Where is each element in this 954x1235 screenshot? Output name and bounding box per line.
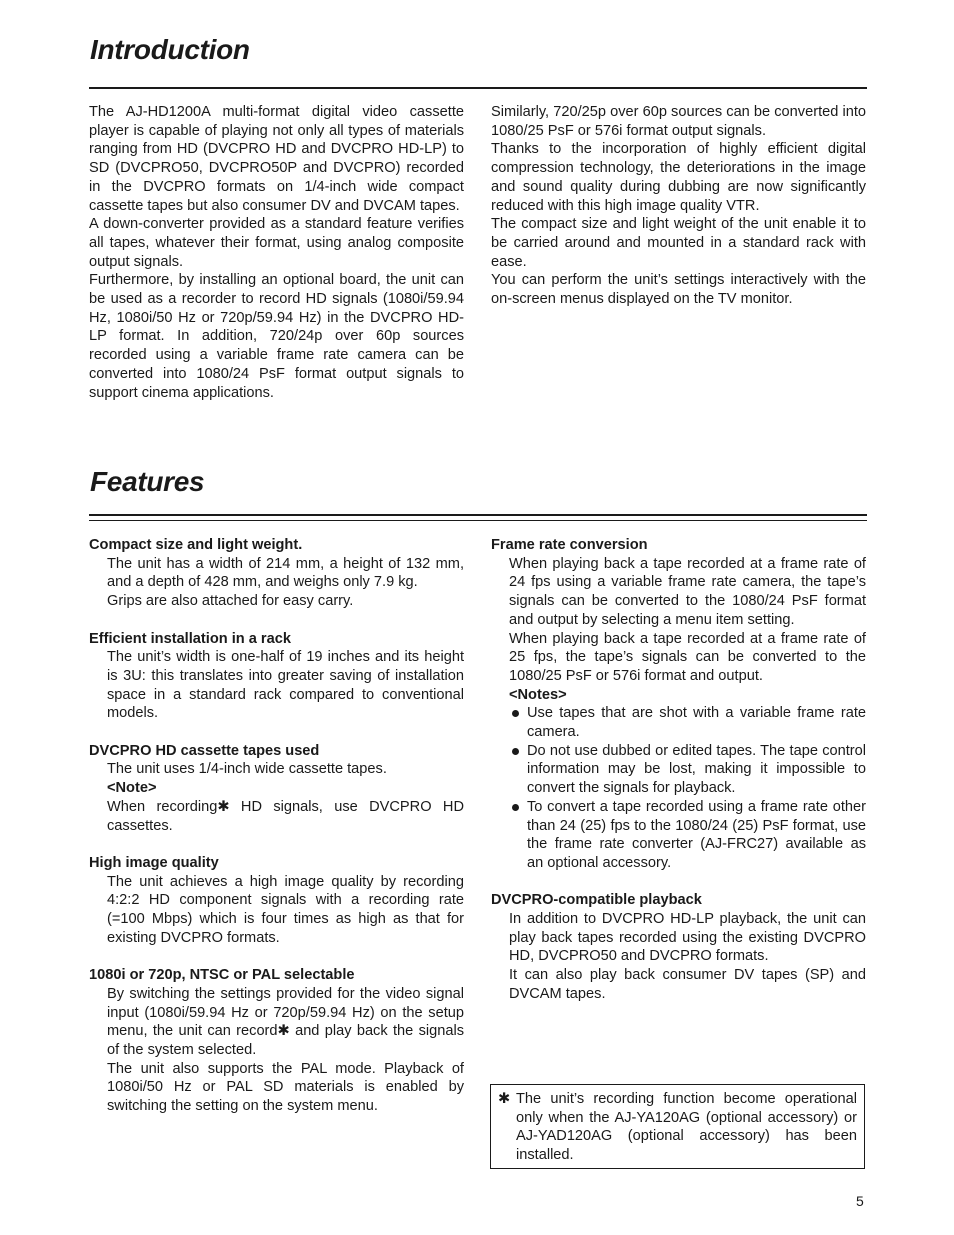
page-number: 5	[856, 1193, 864, 1209]
feature-text: It can also play back consumer DV tapes (SP) and DVCAM tapes.	[509, 967, 866, 1002]
feature-title-compact: Compact size and light weight.	[89, 537, 303, 553]
intro-right-column	[491, 103, 866, 309]
feature-text: When playing back a tape recorded at a frame rate of 24 fps using a variable frame rate camera, the tape’s signals can be converted to the 1080/24 PsF format and output by selecting a menu item setting.	[509, 555, 866, 628]
feature-text: The unit also supports the PAL mode. Playback of 1080i/50 Hz or PAL SD materials is enabled by switching the setting on the system menu.	[107, 1060, 464, 1115]
feature-body-cassette	[89, 760, 464, 835]
bullet-icon	[512, 804, 519, 811]
footnote-text: The unit’s recording function become operational only when the AJ-YA120AG (optional accessory) or AJ-YAD120AG (optional accessory) has been installed.	[516, 1091, 857, 1164]
feature-text: By switching the settings provided for the video signal input (1080i/59.94 Hz or 720p/59.94 Hz) on the setup menu, the unit can record✱ and play back the signals of the system selected.	[107, 985, 464, 1058]
feature-text: The unit achieves a high image quality by recording 4:2:2 HD component signals with a recording rate (=100 Mbps) which is four times as high as that for existing DVCPRO formats.	[107, 873, 464, 946]
asterisk-icon: ✱	[498, 1091, 511, 1107]
feature-text: Grips are also attached for easy carry.	[107, 593, 354, 610]
features-right-column	[491, 536, 866, 1004]
feature-body-compact	[89, 555, 464, 611]
intro-paragraph: The compact size and light weight of the unit enable it to be carried around and mounted in a standard rack with ease.	[491, 216, 866, 270]
feature-body-framerate	[491, 555, 866, 873]
feature-body-playback	[491, 910, 866, 1004]
feature-body-selectable	[89, 985, 464, 1116]
features-heading: Features	[90, 466, 205, 497]
feature-text: The unit’s width is one-half of 19 inches and its height is 3U: this translates into greater saving of installation space in a standard rack compared to conventional models.	[107, 649, 464, 722]
bullet-icon	[512, 710, 519, 717]
intro-paragraph: A down-converter provided as a standard feature verifies all tapes, whatever their format, using analog composite output signals.	[89, 216, 464, 270]
intro-paragraph: Thanks to the incorporation of highly efficient digital compression technology, the deteriorations in the image and sound quality during dubbing are now significantly reduced with this high image quality VTR.	[491, 141, 866, 214]
intro-paragraph: Furthermore, by installing an optional board, the unit can be used as a recorder to record HD signals (1080i/59.94 Hz, 1080i/50 Hz or 720p/59.94 Hz) in the DVCPRO HD-LP format. In addition, 720/24p over 60p sources recorded using a variable frame rate camera can be converted into 1080/24 PsF format output signals to support cinema applications.	[89, 272, 464, 401]
section-rule	[89, 514, 867, 516]
intro-paragraph: The AJ-HD1200A multi-format digital video cassette player is capable of playing not only all types of materials ranging from HD (DVCPRO HD and DVCPRO HD-LP) to SD (DVCPRO50, DVCPRO50P and DVCPRO) recorded in the DVCPRO formats on 1/4-inch wide compact cassette tapes but also consumer DV and DVCAM tapes.	[89, 104, 464, 214]
feature-title-framerate: Frame rate conversion	[491, 537, 648, 553]
section-rule	[89, 87, 867, 89]
list-item: Use tapes that are shot with a variable frame rate camera.	[509, 704, 866, 741]
feature-text: The unit uses 1/4-inch wide cassette tapes.	[107, 761, 387, 778]
feature-text: When recording✱ HD signals, use DVCPRO HD cassettes.	[107, 798, 464, 834]
introduction-heading: Introduction	[90, 34, 250, 65]
intro-left-column	[89, 103, 464, 402]
feature-body-quality	[89, 873, 464, 948]
feature-text: The unit has a width of 214 mm, a height of 132 mm, and a depth of 428 mm, and weighs only 7.9 kg.	[107, 555, 464, 591]
feature-text: In addition to DVCPRO HD-LP playback, the unit can play back tapes recorded using the existing DVCPRO HD, DVCPRO50 and DVCPRO formats.	[509, 911, 866, 965]
notes-label: <Notes>	[509, 686, 567, 703]
footnote-box	[490, 1084, 865, 1169]
intro-paragraph: Similarly, 720/25p over 60p sources can be converted into 1080/25 PsF or 576i format output signals.	[491, 104, 866, 139]
feature-text: When playing back a tape recorded at a frame rate of 25 fps, the tape’s signals can be converted to the 1080/25 PsF or 576i format and output.	[509, 630, 866, 684]
note-label: <Note>	[107, 780, 157, 797]
feature-title-cassette: DVCPRO HD cassette tapes used	[89, 742, 320, 759]
feature-title-playback: DVCPRO-compatible playback	[491, 892, 702, 909]
list-item: To convert a tape recorded using a frame rate other than 24 (25) fps to the 1080/24 (25) PsF format, use the frame rate converter (AJ-FRC27) available as an optional accessory.	[509, 798, 866, 873]
feature-body-installation	[89, 648, 464, 723]
bullet-icon	[512, 748, 519, 755]
notes-list	[509, 704, 866, 872]
section-rule-thin	[89, 520, 867, 521]
list-item: Do not use dubbed or edited tapes. The tape control information may be lost, making it impossible to convert the signals for playback.	[509, 742, 866, 798]
feature-title-selectable: 1080i or 720p, NTSC or PAL selectable	[89, 967, 355, 984]
features-left-column	[89, 536, 464, 1116]
feature-title-quality: High image quality	[89, 854, 219, 871]
intro-paragraph: You can perform the unit’s settings interactively with the on-screen menus displayed on the TV monitor.	[491, 272, 866, 308]
feature-title-installation: Efficient installation in a rack	[89, 630, 291, 647]
